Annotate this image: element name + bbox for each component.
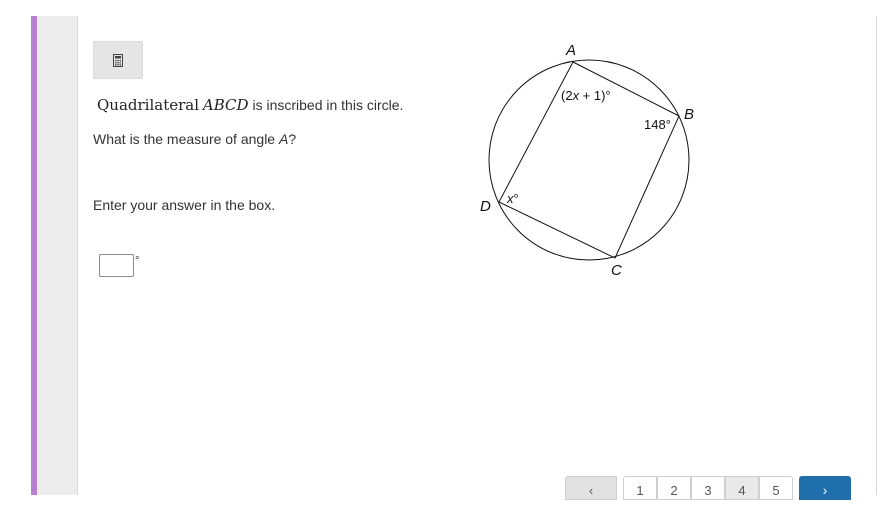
- prompt-tail: is inscribed in this circle.: [252, 97, 404, 113]
- vertex-label-c: C: [611, 262, 622, 279]
- prompt-figure-name: ABCD: [202, 96, 249, 114]
- degree-unit: °: [135, 255, 140, 267]
- question-text: [93, 131, 296, 147]
- page-3-button[interactable]: 3: [691, 476, 725, 500]
- question-variable: A: [279, 131, 289, 147]
- page-5-button[interactable]: 5: [759, 476, 793, 500]
- question-suffix: ?: [288, 131, 297, 147]
- angle-d-variable: x: [507, 191, 514, 206]
- vertex-label-b: B: [684, 106, 695, 123]
- inscribed-quadrilateral-diagram: [470, 36, 710, 281]
- calculator-icon: [113, 54, 123, 67]
- vertex-label-d: D: [480, 198, 491, 215]
- side-panel: [37, 16, 78, 495]
- previous-button[interactable]: ‹: [565, 476, 617, 500]
- angle-d-suffix: °: [513, 191, 519, 206]
- page-1-button[interactable]: 1: [623, 476, 657, 500]
- angle-b-label: 148°: [644, 117, 671, 132]
- angle-d-label: [506, 191, 519, 206]
- calculator-button[interactable]: [93, 41, 143, 79]
- angle-a-label: [561, 88, 611, 103]
- angle-a-suffix: + 1)°: [579, 88, 611, 103]
- question-prefix: What is the measure of angle: [93, 131, 279, 147]
- content-border: [876, 16, 877, 495]
- instruction-text: Enter your answer in the box.: [93, 197, 276, 213]
- angle-a-prefix: (2: [561, 88, 573, 103]
- next-button[interactable]: ›: [799, 476, 851, 500]
- page-2-button[interactable]: 2: [657, 476, 691, 500]
- question-prompt: [97, 96, 403, 114]
- vertex-label-a: A: [566, 42, 577, 59]
- angle-a-variable: x: [572, 88, 580, 103]
- prompt-lead: Quadrilateral: [97, 96, 200, 114]
- answer-input[interactable]: [99, 254, 134, 277]
- page-4-button[interactable]: 4: [725, 476, 759, 500]
